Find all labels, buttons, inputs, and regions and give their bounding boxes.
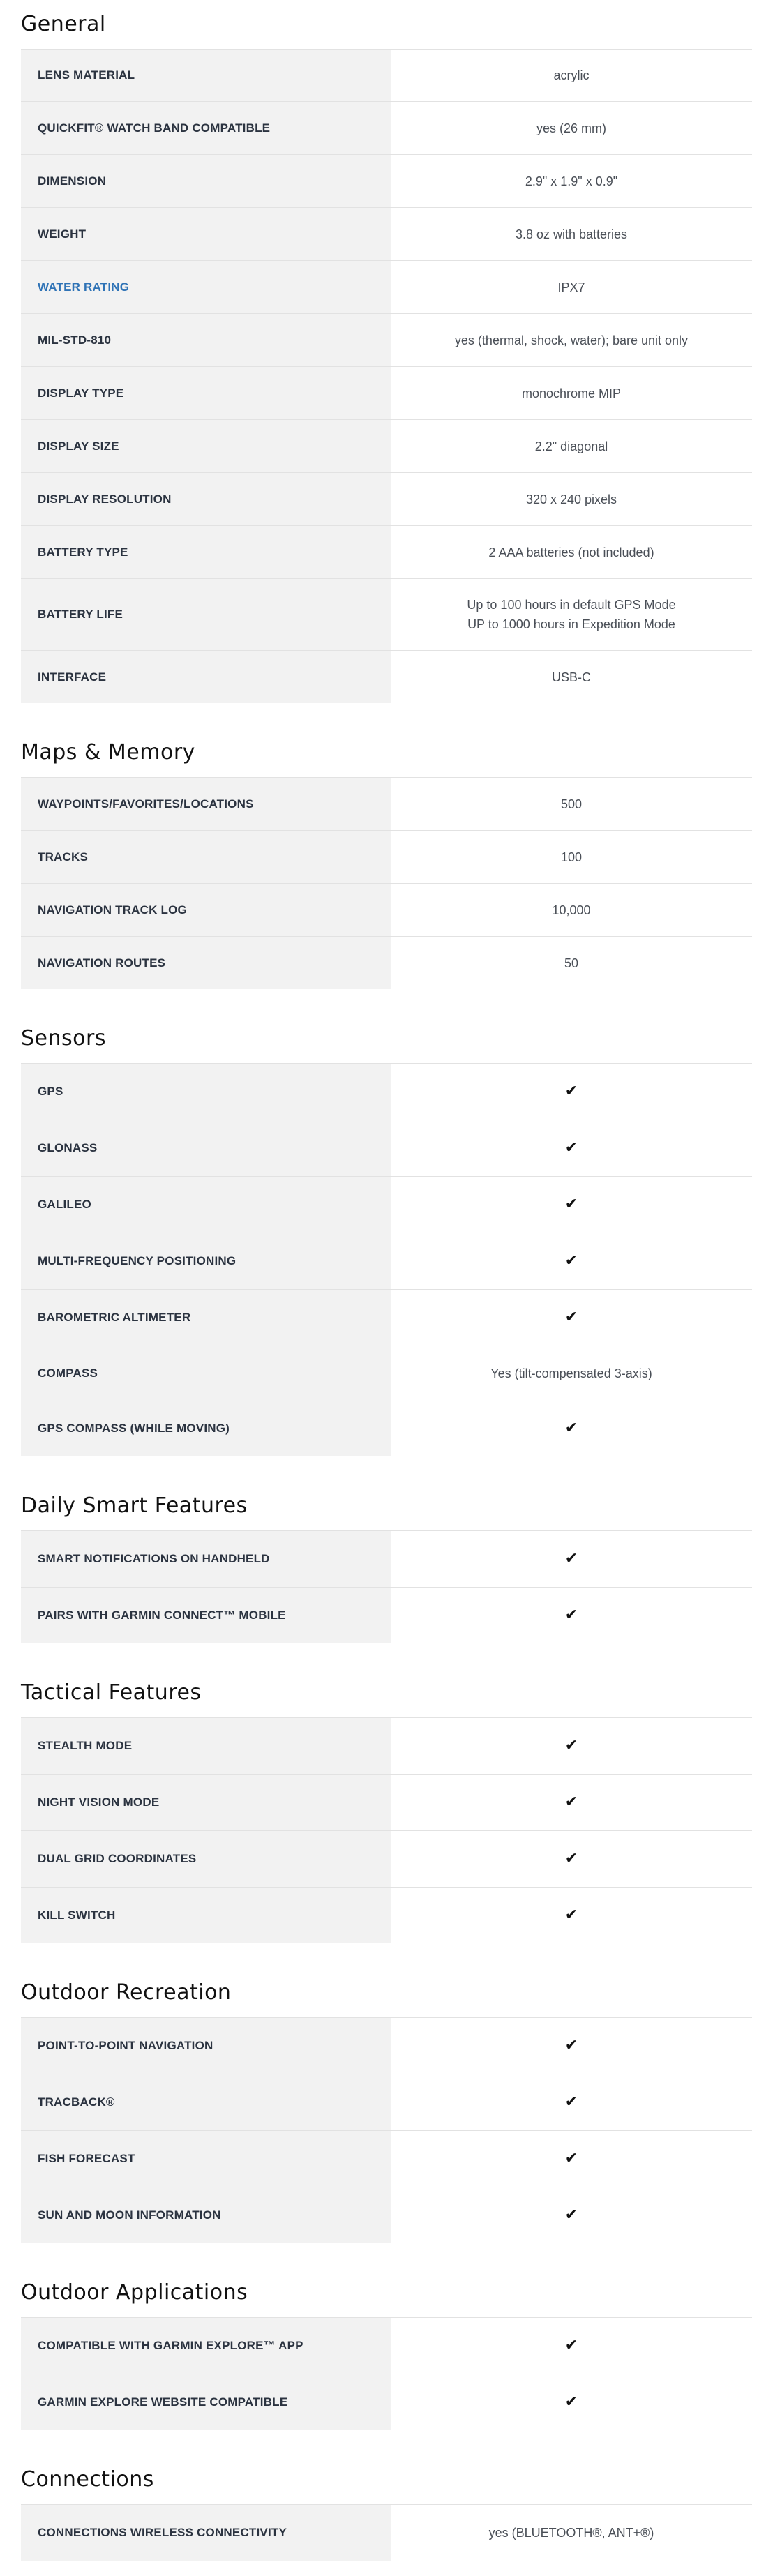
spec-label: GPS: [21, 1064, 391, 1120]
spec-value: [391, 2374, 752, 2430]
spec-table: [21, 49, 752, 703]
section-title: Maps & Memory: [21, 740, 195, 764]
spec-value: [391, 1775, 752, 1830]
checkmark-icon: ✔: [564, 2037, 578, 2054]
spec-row: [21, 2074, 752, 2131]
spec-row: [21, 831, 752, 884]
spec-row: [21, 884, 752, 937]
spec-label: BATTERY TYPE: [21, 526, 391, 578]
section-outdoor-recreation: [21, 1968, 752, 2243]
spec-value: [391, 1290, 752, 1346]
spec-value: yes (26 mm): [536, 121, 606, 135]
spec-value: 10,000: [552, 903, 591, 917]
spec-label: INTERFACE: [21, 651, 391, 703]
spec-value: [391, 1177, 752, 1233]
spec-table: [21, 777, 752, 989]
spec-value: 50: [564, 956, 579, 970]
spec-row: [21, 1401, 752, 1456]
spec-table: [21, 1063, 752, 1456]
spec-table: [21, 2317, 752, 2430]
water-rating-link[interactable]: WATER RATING: [21, 261, 391, 313]
spec-row: [21, 420, 752, 473]
spec-row: [21, 473, 752, 526]
spec-value: [391, 2187, 752, 2243]
spec-table: [21, 2504, 752, 2561]
checkmark-icon: ✔: [564, 2150, 578, 2167]
spec-row: [21, 937, 752, 989]
section-title: General: [21, 12, 106, 36]
spec-row: [21, 1588, 752, 1643]
spec-row: [21, 1718, 752, 1775]
spec-label: SUN AND MOON INFORMATION: [21, 2187, 391, 2243]
checkmark-icon: ✔: [564, 1850, 578, 1867]
spec-row: [21, 1775, 752, 1831]
spec-label: COMPASS: [21, 1346, 391, 1401]
spec-row: [21, 2018, 752, 2074]
spec-value: [391, 1233, 752, 1289]
checkmark-icon: ✔: [564, 1606, 578, 1624]
spec-value: [391, 2018, 752, 2074]
spec-row: [21, 2318, 752, 2374]
section-maps-memory: [21, 728, 752, 989]
spec-row: [21, 579, 752, 651]
spec-label: SMART NOTIFICATIONS ON HANDHELD: [21, 1531, 391, 1587]
spec-label: STEALTH MODE: [21, 1718, 391, 1774]
section-outdoor-applications: [21, 2268, 752, 2430]
spec-label: POINT-TO-POINT NAVIGATION: [21, 2018, 391, 2074]
spec-value: 500: [560, 797, 583, 811]
spec-table: [21, 2017, 752, 2243]
spec-label: MIL-STD-810: [21, 314, 391, 366]
spec-label: BATTERY LIFE: [21, 579, 391, 650]
spec-row: [21, 1346, 752, 1401]
spec-row: [21, 367, 752, 420]
spec-label: FISH FORECAST: [21, 2131, 391, 2187]
checkmark-icon: ✔: [564, 1737, 578, 1754]
spec-label: NAVIGATION TRACK LOG: [21, 884, 391, 936]
spec-value: [391, 1831, 752, 1887]
checkmark-icon: ✔: [564, 1419, 578, 1437]
section-general: [21, 0, 752, 703]
checkmark-icon: ✔: [564, 1252, 578, 1270]
spec-row: [21, 208, 752, 261]
spec-row: [21, 2131, 752, 2187]
spec-row: [21, 102, 752, 155]
checkmark-icon: ✔: [564, 1196, 578, 1213]
spec-value: acrylic: [553, 68, 590, 82]
spec-label: NAVIGATION ROUTES: [21, 937, 391, 989]
spec-label: MULTI-FREQUENCY POSITIONING: [21, 1233, 391, 1289]
spec-label: TRACKS: [21, 831, 391, 883]
spec-label: TRACBACK®: [21, 2074, 391, 2130]
spec-value: 100: [560, 850, 583, 864]
checkmark-icon: ✔: [564, 2337, 578, 2354]
spec-value: 320 x 240 pixels: [525, 492, 617, 506]
spec-label: GALILEO: [21, 1177, 391, 1233]
section-sensors: [21, 1014, 752, 1456]
spec-value: 2 AAA batteries (not included): [488, 545, 654, 559]
checkmark-icon: ✔: [564, 1083, 578, 1100]
section-title: Tactical Features: [21, 1680, 202, 1705]
section-title: Daily Smart Features: [21, 1493, 248, 1518]
spec-label: WAYPOINTS/FAVORITES/LOCATIONS: [21, 778, 391, 830]
checkmark-icon: ✔: [564, 2093, 578, 2111]
spec-value: [391, 2131, 752, 2187]
spec-row: [21, 2187, 752, 2243]
spec-row: [21, 1233, 752, 1290]
spec-label: BAROMETRIC ALTIMETER: [21, 1290, 391, 1346]
spec-value: [391, 1531, 752, 1587]
spec-row: [21, 1888, 752, 1943]
spec-value: [391, 2318, 752, 2374]
spec-label: PAIRS WITH GARMIN CONNECT™ MOBILE: [21, 1588, 391, 1643]
spec-value: 2.9" x 1.9" x 0.9": [525, 174, 618, 188]
checkmark-icon: ✔: [564, 1550, 578, 1567]
spec-label: KILL SWITCH: [21, 1888, 391, 1943]
spec-label: GARMIN EXPLORE WEBSITE COMPATIBLE: [21, 2374, 391, 2430]
spec-row: [21, 1290, 752, 1346]
spec-label: CONNECTIONS WIRELESS CONNECTIVITY: [21, 2505, 391, 2561]
spec-label: DUAL GRID COORDINATES: [21, 1831, 391, 1887]
spec-row: [21, 1120, 752, 1177]
spec-value: yes (BLUETOOTH®, ANT+®): [488, 2526, 654, 2540]
spec-value: 3.8 oz with batteries: [515, 227, 628, 241]
spec-value: [391, 1064, 752, 1120]
spec-value: [391, 1718, 752, 1774]
spec-label: GPS COMPASS (WHILE MOVING): [21, 1401, 391, 1456]
section-daily-smart-features: [21, 1482, 752, 1643]
spec-row: [21, 2374, 752, 2430]
spec-row: [21, 1064, 752, 1120]
spec-row: [21, 261, 752, 314]
spec-row: [21, 778, 752, 831]
spec-label: LENS MATERIAL: [21, 50, 391, 101]
spec-row: [21, 1177, 752, 1233]
section-title: Sensors: [21, 1026, 106, 1050]
checkmark-icon: ✔: [564, 1793, 578, 1811]
section-connections: [21, 2455, 752, 2561]
section-title: Outdoor Recreation: [21, 1980, 232, 2005]
spec-label: DIMENSION: [21, 155, 391, 207]
spec-value: [391, 1588, 752, 1643]
spec-label: WEIGHT: [21, 208, 391, 260]
spec-value: Yes (tilt-compensated 3-axis): [490, 1366, 652, 1380]
section-tactical-features: [21, 1669, 752, 1943]
spec-label: DISPLAY SIZE: [21, 420, 391, 472]
spec-row: [21, 2505, 752, 2561]
spec-row: [21, 314, 752, 367]
spec-row: [21, 1531, 752, 1588]
spec-label: COMPATIBLE WITH GARMIN EXPLORE™ APP: [21, 2318, 391, 2374]
spec-value: [391, 2074, 752, 2130]
checkmark-icon: ✔: [564, 1139, 578, 1157]
spec-label: DISPLAY TYPE: [21, 367, 391, 419]
spec-row: [21, 651, 752, 703]
spec-label: DISPLAY RESOLUTION: [21, 473, 391, 525]
spec-value: 2.2" diagonal: [534, 439, 608, 453]
checkmark-icon: ✔: [564, 1309, 578, 1326]
spec-row: [21, 155, 752, 208]
section-title: Outdoor Applications: [21, 2280, 248, 2305]
spec-label: GLONASS: [21, 1120, 391, 1176]
spec-value: yes (thermal, shock, water); bare unit only: [454, 333, 689, 347]
spec-row: [21, 50, 752, 102]
spec-value-line: UP to 1000 hours in Expedition Mode: [467, 617, 675, 631]
section-title: Connections: [21, 2467, 154, 2492]
spec-label: QUICKFIT® WATCH BAND COMPATIBLE: [21, 102, 391, 154]
checkmark-icon: ✔: [564, 2206, 578, 2224]
spec-table: [21, 1717, 752, 1943]
spec-value: IPX7: [557, 280, 585, 294]
checkmark-icon: ✔: [564, 2393, 578, 2411]
checkmark-icon: ✔: [564, 1906, 578, 1924]
spec-label: NIGHT VISION MODE: [21, 1775, 391, 1830]
spec-value: [391, 1120, 752, 1176]
spec-value: monochrome MIP: [521, 386, 622, 400]
spec-row: [21, 1831, 752, 1888]
spec-value: USB-C: [551, 670, 591, 684]
spec-row: [21, 526, 752, 579]
spec-table: [21, 1530, 752, 1643]
spec-value: [391, 1401, 752, 1456]
spec-value: [391, 1888, 752, 1943]
spec-value-line: Up to 100 hours in default GPS Mode: [467, 598, 676, 612]
spec-value: [391, 579, 752, 650]
